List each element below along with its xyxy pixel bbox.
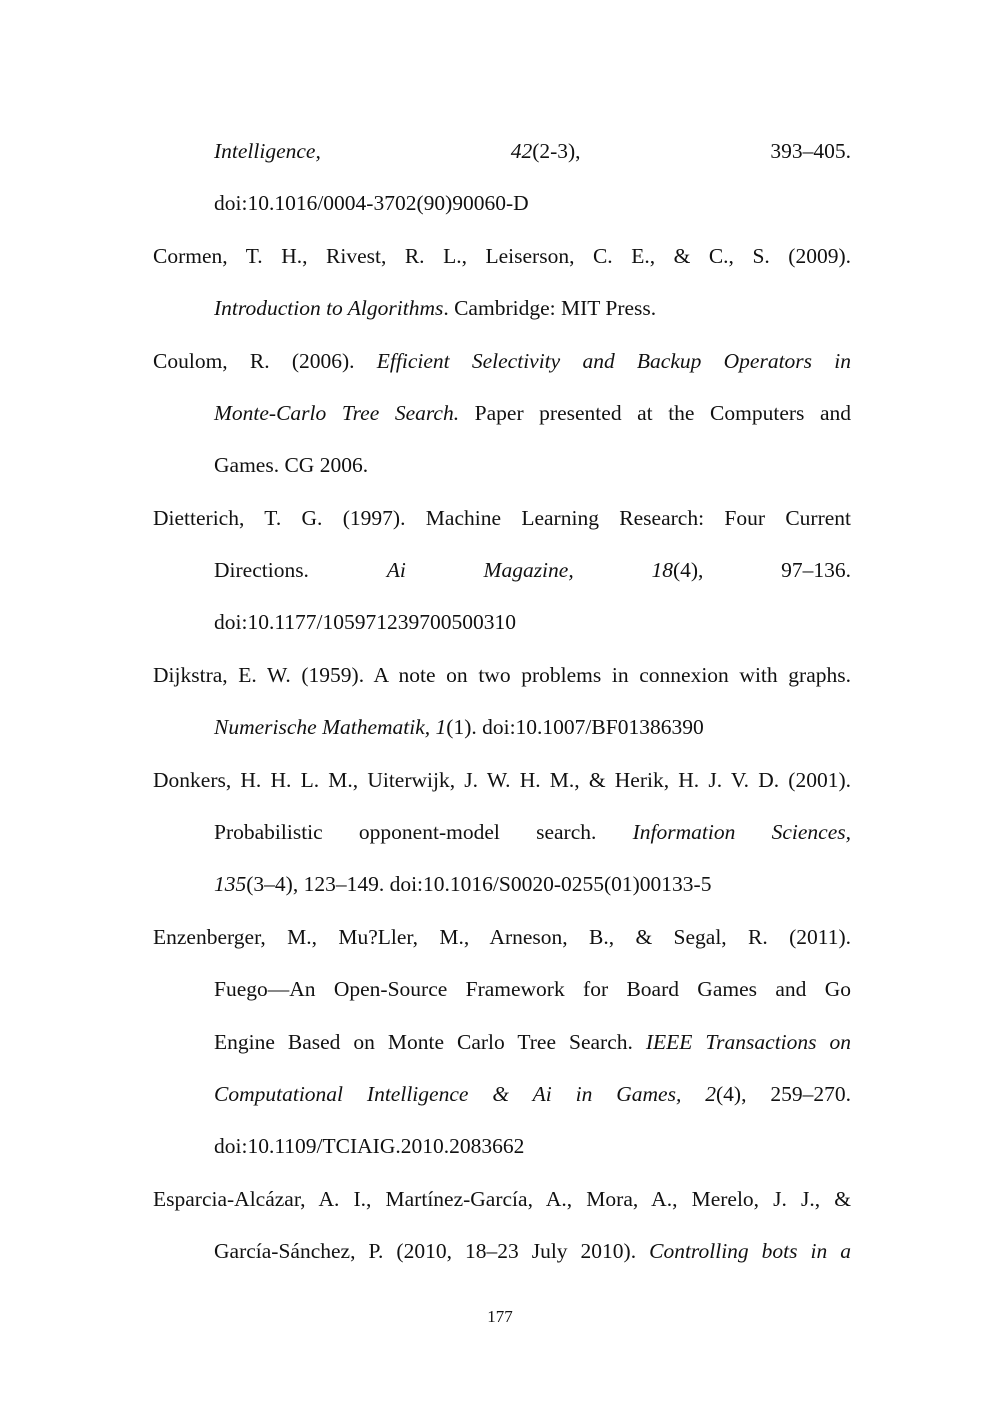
italic-text: Monte-Carlo Tree Search. [214,401,460,425]
italic-text: Ai Magazine, 18 [386,558,673,582]
text: . Cambridge: MIT Press. [443,296,657,320]
reference-line [214,819,851,845]
reference-line [214,1029,851,1055]
text: Cormen, T. H., Rivest, R. L., Leiserson, C. E., & C., S. (2009). [153,244,851,268]
italic-text: Computational Intelligence & Ai in Games, 2 [214,1082,716,1106]
italic-text: 42 [320,139,533,163]
italic-text: Controlling bots in a [649,1239,851,1263]
reference-line [214,871,851,897]
text: Esparcia-Alcázar, A. I., Martínez-García, A., Mora, A., Merelo, J. J., & [153,1187,851,1211]
text: (4), 259–270. [716,1082,851,1106]
italic-text: Intelligence, [214,139,321,163]
reference-line [214,1081,851,1107]
reference-line [153,924,851,950]
italic-text: Efficient Selectivity and Backup Operators in [376,349,851,373]
text: Paper presented at the Computers and [459,401,851,425]
text: (2-3), 393–405. [532,139,851,163]
text: Coulom, R. (2006). [153,349,377,373]
page-number: 177 [487,1307,513,1326]
reference-line [214,976,851,1002]
italic-text: 135 [214,872,247,896]
text: (4), 97–136. [672,558,852,582]
text: Games. CG 2006. [214,453,369,477]
reference-line [214,609,851,635]
reference-line [214,295,851,321]
reference-line [214,557,851,583]
text: Dijkstra, E. W. (1959). A note on two problems in connexion with graphs. [153,663,851,687]
reference-line [214,400,851,426]
reference-line [153,348,851,374]
text: (3–4), 123–149. doi:10.1016/S0020-0255(01)00133-5 [246,872,712,896]
reference-line [214,714,851,740]
reference-line [153,662,851,688]
italic-text: IEEE Transactions on [645,1030,852,1054]
reference-line [214,452,851,478]
text: (1). doi:10.1007/BF01386390 [446,715,704,739]
italic-text: Introduction to Algorithms [214,296,444,320]
reference-line [214,138,851,164]
text: doi:10.1016/0004-3702(90)90060-D [214,191,529,215]
text: doi:10.1109/TCIAIG.2010.2083662 [214,1134,525,1158]
reference-line [214,190,851,216]
reference-line [153,243,851,269]
reference-line [214,1133,851,1159]
text: doi:10.1177/105971239700500310 [214,610,516,634]
reference-line [214,1238,851,1264]
text: Fuego—An Open-Source Framework for Board Games and Go [214,977,851,1001]
text: Donkers, H. H. L. M., Uiterwijk, J. W. H. M., & Herik, H. J. V. D. (2001). [153,768,851,792]
text: Engine Based on Monte Carlo Tree Search. [214,1030,646,1054]
text: Probabilistic opponent-model search. [214,820,633,844]
reference-line [153,767,851,793]
text: Enzenberger, M., Mu?Ller, M., Arneson, B., & Segal, R. (2011). [153,925,851,949]
text: Directions. [214,558,387,582]
italic-text: Numerische Mathematik, 1 [214,715,447,739]
reference-line [153,1186,851,1212]
text: Dietterich, T. G. (1997). Machine Learning Research: Four Current [153,506,851,530]
reference-line [153,505,851,531]
text: García-Sánchez, P. (2010, 18–23 July 2010). [214,1239,650,1263]
italic-text: Information Sciences, [632,820,851,844]
